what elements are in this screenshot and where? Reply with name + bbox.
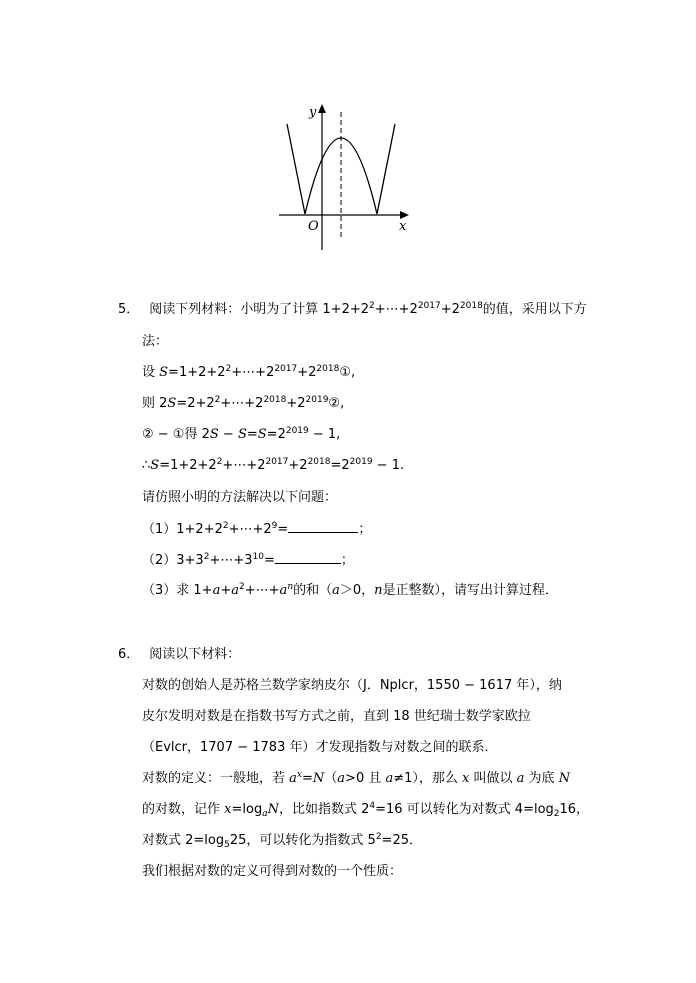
right-branch [377, 124, 395, 214]
origin-label: O [308, 219, 319, 234]
x-axis-label: x [399, 219, 407, 234]
q5-intro: 5． 阅读下列材料：小明为了计算 $1+2+2^2+\cdots+2^{2017}+2^{2018}$的值，采用以下方 [118, 301, 587, 317]
answer-blank-2[interactable] [275, 551, 341, 564]
q5-part1: $(1)1+2+2^2+\cdots+2^9=$ ； [142, 521, 372, 537]
y-axis-arrow [318, 104, 326, 113]
answer-blank-1[interactable] [288, 520, 358, 533]
q6-line7: 我们根据对数的定义可得到对数的一个性质： [142, 864, 403, 879]
q6-line3: （Evlcr，1707 − 1783 年）才发现指数与对数之间的联系． [142, 740, 498, 755]
q5-ask: 请仿照小明的方法解决以下问题： [142, 490, 338, 505]
q5-result: $\therefore S=1+2+2^2+\cdots+2^{2017}+2^{2018}=2^{2019} - 1$. [142, 457, 405, 473]
q5-part3: （3）求 $1+a+a^2+\cdots+a^n$的和（a＞0，n是正整数），请写出计算过程． [142, 582, 559, 598]
q6-definition: 对数的定义：一般地，若 $a^x=N(a>0$ 且 a≠1），那么 x 叫做以 a 为底 N [142, 770, 571, 786]
x-axis-arrow [400, 211, 409, 219]
q5-difference: ② − ①得 $2S - S=S=2^{2019} - 1$, [142, 426, 341, 442]
parabola-graph [275, 100, 415, 260]
left-branch [287, 124, 305, 214]
q5-set-s: 设 $S=1+2+2^2+\cdots+2^{2017}+2^{2018}①$, [142, 364, 356, 380]
q6-line2: 皮尔发明对数是在指数书写方式之前，直到 18 世纪瑞士数学家欧拉 [142, 709, 531, 724]
q5-intro-cont: 法： [142, 334, 169, 349]
q6-line6: 对数式 $2=\log_525$，可以转化为指数式 $5^2=25$． [142, 832, 422, 850]
q5-then-2s: 则 $2S=2+2^2+\cdots+2^{2018}+2^{2019}②$, [142, 395, 345, 411]
q5-part2: $(2)3+3^2+\cdots+3^{10}=$ ； [142, 552, 354, 568]
y-axis-label: y [309, 105, 317, 120]
q6-line1: 对数的创始人是苏格兰数学家纳皮尔（J．Nplcr，1550 − 1617 年），纳 [142, 678, 562, 693]
q6-line5: 的对数，记作 $x=\log_aN$，比如指数式 $2^4=16$ 可以转化为对数式 $4=\log_216$， [142, 801, 590, 819]
q6-intro: 6． 阅读以下材料： [118, 647, 241, 662]
